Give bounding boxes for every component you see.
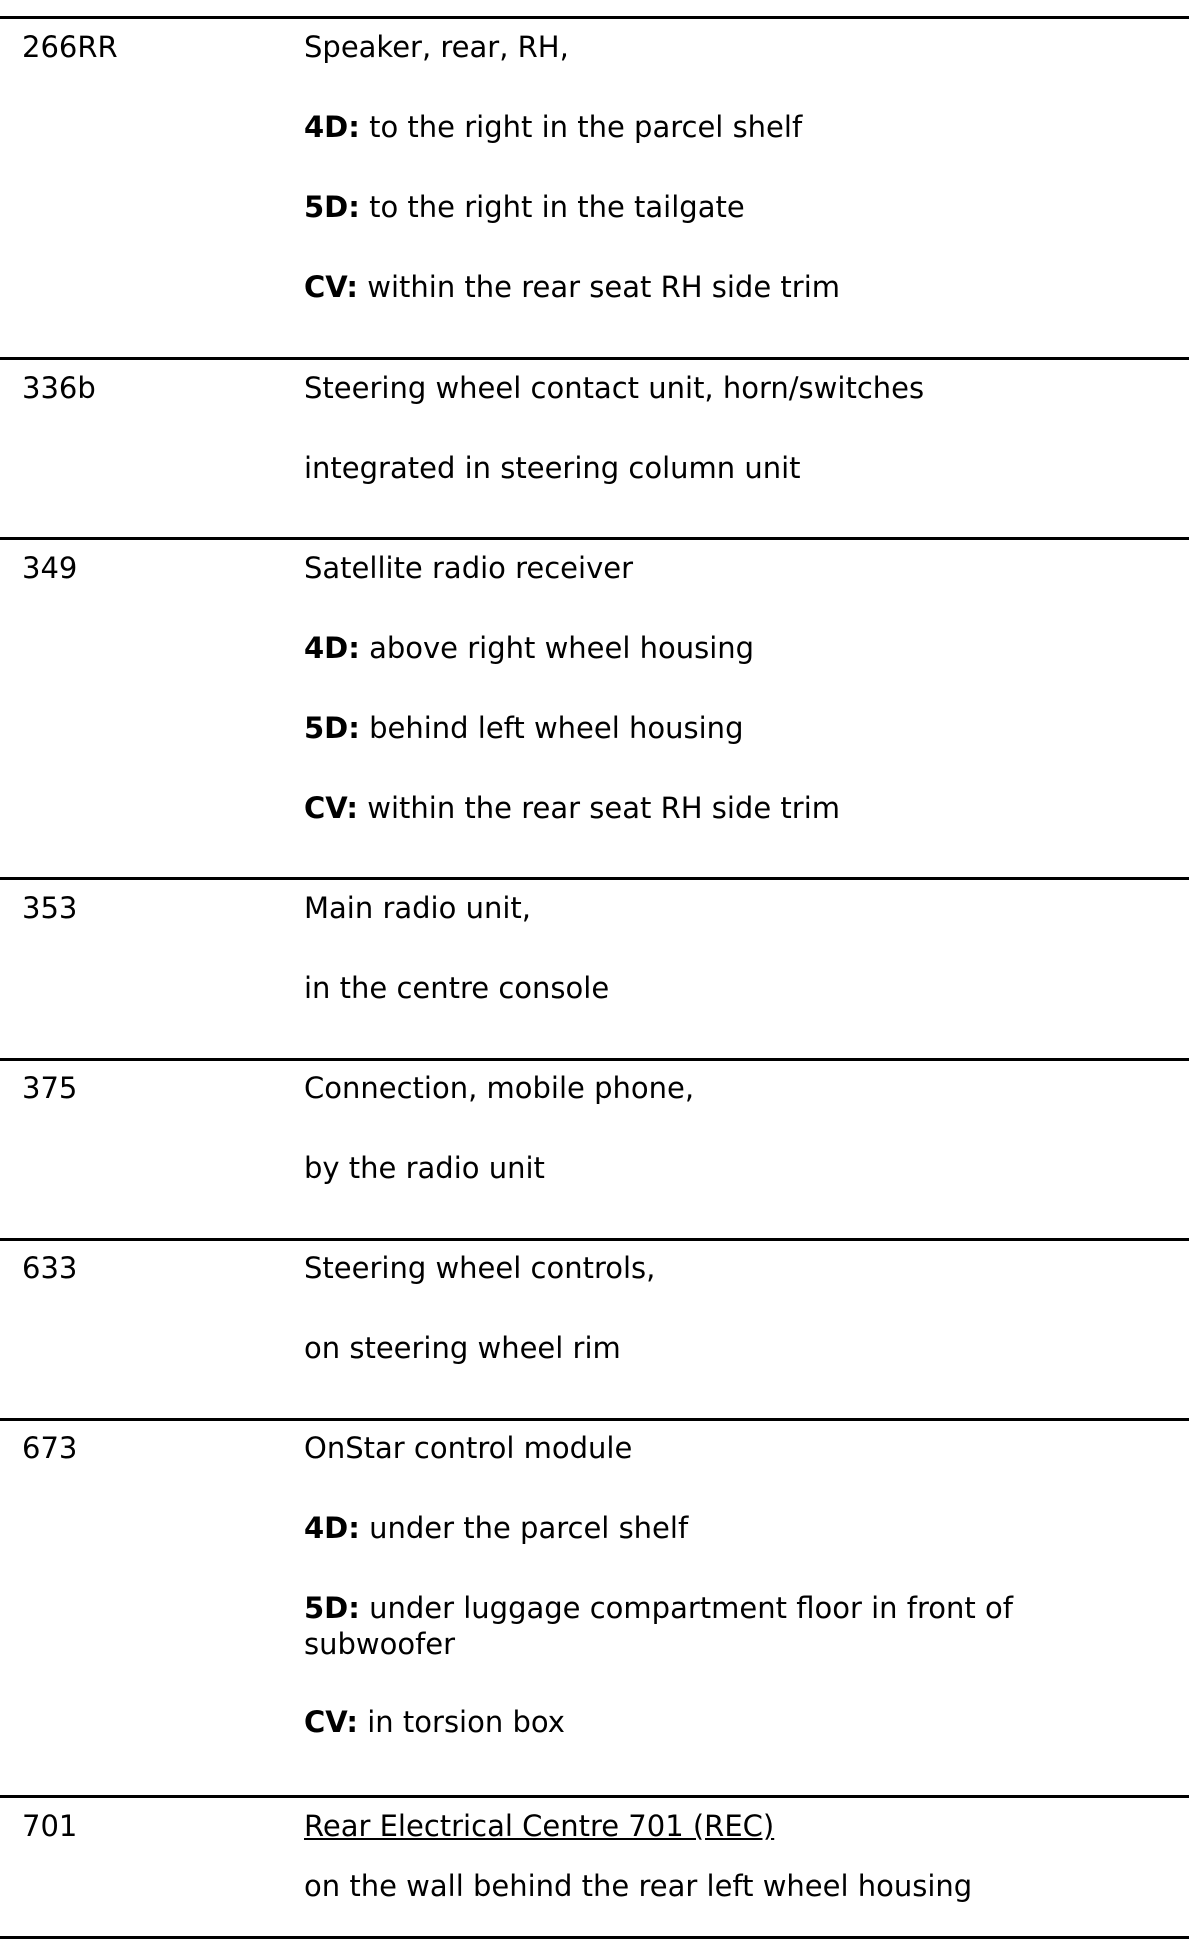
body-variant-label: CV: xyxy=(304,270,359,304)
body-variant-label: 5D: xyxy=(304,190,360,224)
location-text: Steering wheel contact unit, horn/switches xyxy=(304,371,925,405)
location-text: under the parcel shelf xyxy=(359,1511,689,1545)
location-text: Speaker, rear, RH, xyxy=(304,30,569,64)
component-description xyxy=(304,1430,632,1466)
location-text: in the centre console xyxy=(304,971,610,1005)
location-text: on the wall behind the rear left wheel housing xyxy=(304,1869,973,1903)
component-code: 633 xyxy=(22,1251,78,1285)
component-location-line xyxy=(304,710,743,746)
location-text: behind left wheel housing xyxy=(359,711,744,745)
location-text: Satellite radio receiver xyxy=(304,551,634,585)
row-divider xyxy=(0,877,1189,880)
location-text: within the rear seat RH side trim xyxy=(358,791,841,825)
component-location-line xyxy=(304,1704,565,1740)
component-code: 266RR xyxy=(22,30,118,64)
location-text: integrated in steering column unit xyxy=(304,451,801,485)
component-description xyxy=(304,1250,655,1286)
location-text: to the right in the parcel shelf xyxy=(359,110,803,144)
component-code: 349 xyxy=(22,551,78,585)
component-description xyxy=(304,890,531,926)
component-code: 375 xyxy=(22,1071,78,1105)
row-divider xyxy=(0,1238,1189,1241)
body-variant-label: 5D: xyxy=(304,711,360,745)
body-variant-label: 4D: xyxy=(304,631,360,665)
component-location-line xyxy=(304,1590,1064,1662)
location-text: Main radio unit, xyxy=(304,891,531,925)
location-text: within the rear seat RH side trim xyxy=(358,270,841,304)
component-location-line xyxy=(304,970,609,1006)
location-text: under luggage compartment floor in front of subwoofer xyxy=(304,1591,1013,1661)
row-divider xyxy=(0,1418,1189,1421)
location-text: Steering wheel controls, xyxy=(304,1251,656,1285)
component-location-line xyxy=(304,1330,621,1366)
component-description xyxy=(304,1070,694,1106)
component-code: 353 xyxy=(22,891,78,925)
component-description xyxy=(304,1808,774,1844)
body-variant-label: 4D: xyxy=(304,110,360,144)
component-code: 673 xyxy=(22,1431,78,1465)
row-divider xyxy=(0,16,1189,19)
location-text: OnStar control module xyxy=(304,1431,633,1465)
row-divider xyxy=(0,357,1189,360)
row-divider xyxy=(0,1936,1189,1939)
component-location-line xyxy=(304,630,754,666)
component-location-line xyxy=(304,1510,688,1546)
row-divider xyxy=(0,537,1189,540)
component-location-line xyxy=(304,269,840,305)
body-variant-label: 4D: xyxy=(304,1511,360,1545)
component-location-line xyxy=(304,790,840,826)
row-divider xyxy=(0,1795,1189,1798)
rear-electrical-centre-link[interactable]: Rear Electrical Centre 701 (REC) xyxy=(304,1809,775,1843)
component-location-line xyxy=(304,1868,972,1904)
component-location-line xyxy=(304,189,745,225)
location-text: to the right in the tailgate xyxy=(359,190,745,224)
component-description xyxy=(304,29,569,65)
component-location-line xyxy=(304,450,801,486)
location-text: on steering wheel rim xyxy=(304,1331,621,1365)
component-location-line xyxy=(304,109,802,145)
component-code: 701 xyxy=(22,1809,78,1843)
component-location-line xyxy=(304,1150,545,1186)
component-description xyxy=(304,370,924,406)
location-text: in torsion box xyxy=(358,1705,565,1739)
component-code: 336b xyxy=(22,371,96,405)
row-divider xyxy=(0,1058,1189,1061)
location-text: above right wheel housing xyxy=(359,631,755,665)
body-variant-label: CV: xyxy=(304,791,359,825)
body-variant-label: 5D: xyxy=(304,1591,360,1625)
component-description xyxy=(304,550,633,586)
location-text: by the radio unit xyxy=(304,1151,545,1185)
body-variant-label: CV: xyxy=(304,1705,359,1739)
location-text: Connection, mobile phone, xyxy=(304,1071,695,1105)
